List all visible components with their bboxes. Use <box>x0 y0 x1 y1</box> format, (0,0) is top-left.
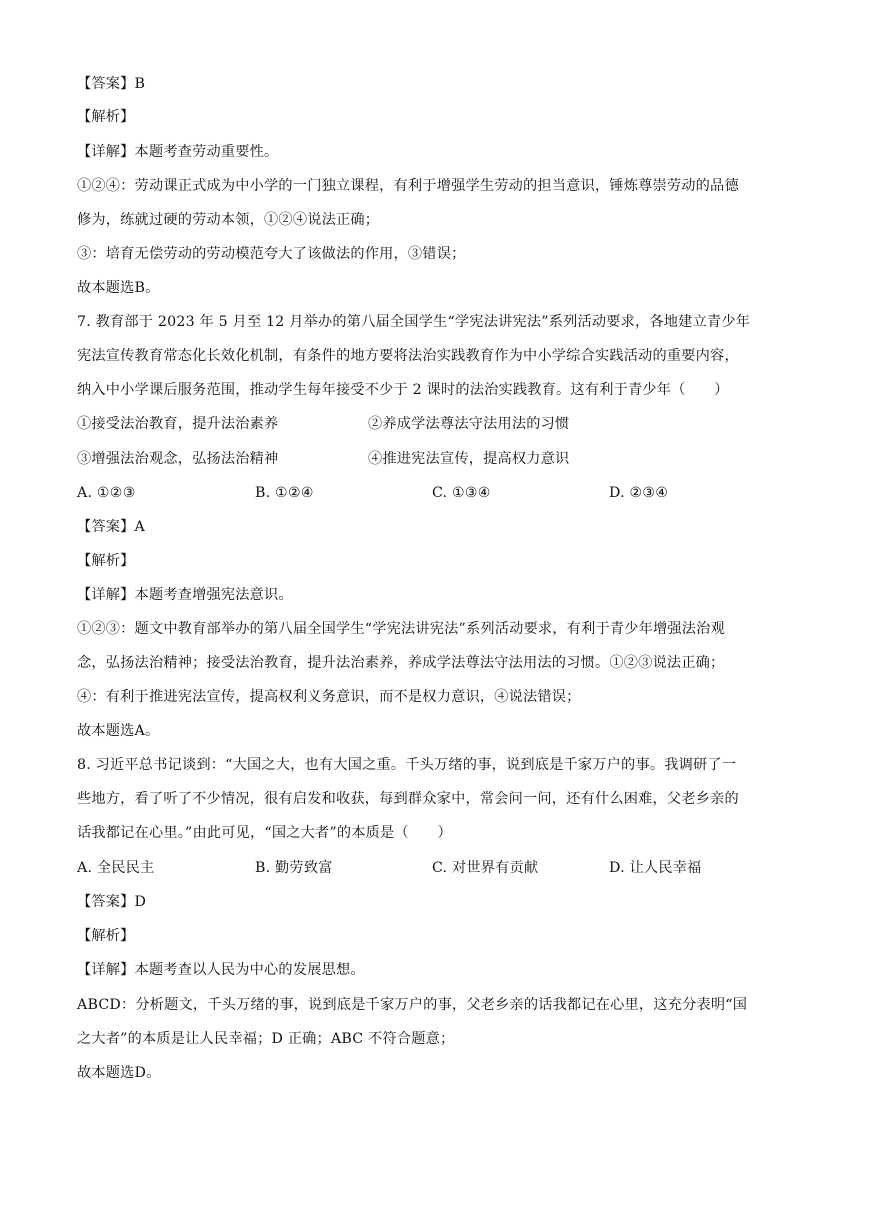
q7-item-3: ③增强法治观念，弘扬法治精神 <box>77 451 279 467</box>
q7-analysis-label: 【解析】 <box>77 553 135 569</box>
q7-option-c: C. ①③④ <box>432 485 491 501</box>
q8-option-c: C. 对世界有贡献 <box>432 860 539 876</box>
q8-stem-line-2: 些地方，看了听了不少情况，很有启发和收获，每到群众家中，常会问一问，还有什么困难，父老乡亲的 <box>77 791 739 807</box>
q8-answer: 【答案】D <box>77 894 147 910</box>
q8-option-d: D. 让人民幸福 <box>609 860 702 876</box>
q8-stem-line-1: 8. 习近平总书记谈到：“大国之大，也有大国之重。千头万绪的事，说到底是千家万户的事。我调研了一 <box>77 757 737 773</box>
q7-explanation-line-3: ④：有利于推进宪法宣传，提高权利义务意识，而不是权力意识，④说法错误； <box>77 689 581 705</box>
q6-analysis-label: 【解析】 <box>77 109 135 125</box>
q7-option-d: D. ②③④ <box>609 485 669 501</box>
q6-explanation-line-3: ③：培育无偿劳动的劳动模范夸大了该做法的作用，③错误； <box>77 246 466 262</box>
q8-stem-line-3: 话我都记在心里。”由此可见，“国之大者”的本质是（ ） <box>77 825 452 841</box>
q8-analysis-label: 【解析】 <box>77 928 135 944</box>
q7-stem-line-2: 宪法宣传教育常态化长效化机制，有条件的地方要将法治实践教育作为中小学综合实践活动的重要内容， <box>77 348 739 364</box>
q6-conclusion: 故本题选B。 <box>77 280 160 296</box>
q6-explanation-line-1: ①②④：劳动课正式成为中小学的一门独立课程，有利于增强学生劳动的担当意识，锤炼尊崇劳动的品德 <box>77 178 739 194</box>
q7-detail: 【详解】本题考查增强宪法意识。 <box>77 587 293 603</box>
q6-answer: 【答案】B <box>77 76 146 92</box>
q7-item-2: ②养成学法尊法守法用法的习惯 <box>368 416 570 432</box>
q8-explanation-line-1: ABCD：分析题文，千头万绪的事，说到底是千家万户的事，父老乡亲的话我都记在心里，这充分表明“国 <box>77 997 748 1013</box>
q7-explanation-line-1: ①②③：题文中教育部举办的第八届全国学生“学宪法讲宪法”系列活动要求，有利于青少年增强法治观 <box>77 621 725 637</box>
q7-stem-line-3: 纳入中小学课后服务范围，推动学生每年接受不少于 2 课时的法治实践教育。这有利于青少年（ ） <box>77 382 729 398</box>
q8-detail: 【详解】本题考查以人民为中心的发展思想。 <box>77 962 365 978</box>
q8-option-a: A. 全民民主 <box>77 860 155 876</box>
q7-answer: 【答案】A <box>77 519 145 535</box>
q7-conclusion: 故本题选A。 <box>77 723 160 739</box>
q7-item-1: ①接受法治教育，提升法治素养 <box>77 416 279 432</box>
q7-option-a: A. ①②③ <box>77 485 136 501</box>
q8-explanation-line-2: 之大者”的本质是让人民幸福；D 正确；ABC 不符合题意； <box>77 1031 455 1047</box>
q8-option-b: B. 勤劳致富 <box>255 860 333 876</box>
q7-stem-line-1: 7. 教育部于 2023 年 5 月至 12 月举办的第八届全国学生“学宪法讲宪法”系列活动要求，各地建立青少年 <box>77 314 751 330</box>
q7-item-4: ④推进宪法宣传，提高权力意识 <box>368 451 570 467</box>
q7-explanation-line-2: 念，弘扬法治精神；接受法治教育，提升法治素养，养成学法尊法守法用法的习惯。①②③说法正确； <box>77 655 725 671</box>
q7-option-b: B. ①②④ <box>255 485 314 501</box>
q8-conclusion: 故本题选D。 <box>77 1065 161 1081</box>
q6-detail: 【详解】本题考查劳动重要性。 <box>77 144 279 160</box>
q6-explanation-line-2: 修为，练就过硬的劳动本领，①②④说法正确； <box>77 212 380 228</box>
